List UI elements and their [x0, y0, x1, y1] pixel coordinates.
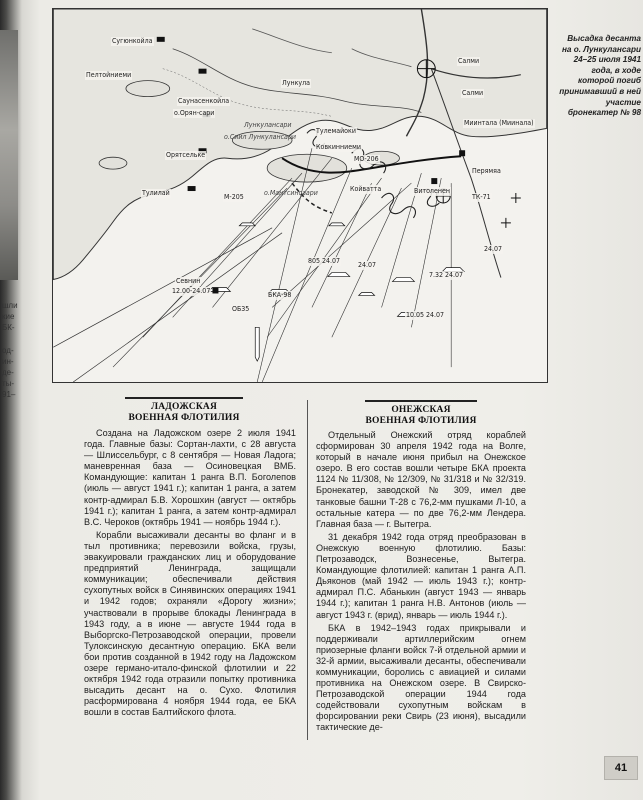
edge-text-fragment: де- — [2, 368, 14, 377]
map-label-time: 24.07 — [484, 245, 503, 253]
page-number: 41 — [604, 756, 638, 780]
previous-page-edge — [0, 0, 22, 800]
map-label-salmi: Салми — [458, 57, 480, 65]
heading-rule — [125, 397, 243, 399]
map-label-ship-number: БКА-98 — [268, 291, 292, 299]
map-label-salmi-2: Салми — [462, 89, 484, 97]
map-label-perjamja: Перямяа — [472, 167, 501, 175]
island — [267, 154, 347, 182]
map-label-lunkula: Лункула — [282, 79, 310, 87]
edge-text-fragment: ин- — [2, 357, 14, 366]
onega-heading-line2: ВОЕННАЯ ФЛОТИЛИЯ — [365, 416, 477, 426]
map-label-koivatta: Койватта — [350, 185, 382, 193]
edge-text-fragment: од- — [2, 346, 14, 355]
battle-map — [52, 8, 548, 383]
onega-text-column — [316, 430, 526, 736]
onega-paragraph-2: 31 декабря 1942 года отряд преобразован в Онежскую военную флотилию. Базы: Петрозаводск, Вознесенье, Вытегра. Командующие флотилией: капитан 1 ранга А.П. Дьяконов (май 1942 — июль 1943 г.); контр-адмирал П.С. Абанькин (август 1943 — январь 1944 г.); капитан 1 ранга Н.В. Антонов (июль — август 1943 г. (врид), январь — июль 1944 г.). — [316, 531, 526, 620]
previous-page-photo — [0, 30, 18, 280]
map-label-time: 10.05 24.07 — [406, 311, 445, 319]
map-label-time: 12.00-24.07 — [172, 287, 211, 295]
map-label-sevnin: Севнин — [176, 277, 201, 285]
onega-paragraph-1: Отдельный Онежский отряд кораблей сформирован 30 апреля 1942 года на Волге, который в начале июня прибыл на Онежское озеро. В его состав вошли четыре БКА проекта 1124 № 11/308, № 12/309, № 31/318 и № 32/319. Бронекатер, заводской № 309, имел две танковые башни Т-28 с 76,2-мм пушками Л-10, а остальные катера — по две 76,2-мм Лендера. Главная база — г. Вытегра. — [316, 430, 526, 529]
onega-heading — [360, 400, 482, 427]
edge-text-fragment: ты- — [2, 379, 15, 388]
map-caption: Высадка десанта на о. Лункулансари 24–25 июля 1941 года, в ходе которой погиб принимавший в ней участие бронекатер № 98 — [559, 34, 641, 118]
map-label-mantsin: о.Мантсинсаари — [264, 189, 318, 197]
onega-heading-line1: ОНЕЖСКАЯ — [391, 405, 451, 415]
map-label-orjan-sari: о.Орян-сари — [174, 109, 215, 117]
map-label-ship-number: М-205 — [224, 193, 244, 201]
map-label-ship-number: МО-206 — [354, 155, 379, 163]
edge-text-fragment: БК- — [2, 323, 15, 332]
map-label-minatala: Миинтала (Миинала) — [464, 119, 534, 127]
ladoga-paragraph-2: Корабли высаживали десанты во фланг и в тыл противника; перевозили войска, грузы, эвакуировали гражданских лиц и оборудование предприятий Ленинграда, защищали коммуникации; обеспечивали действия сухопутных войск в Синявинских операциях 1941 и 1942 годов; охраняли «Дорогу жизни»; участвовали в прорыве блокады Ленинграда в 1943 году, а в июне — августе 1944 года в Выборгско-Петрозаводской операции, провели Тулоксинскую десантную операцию. БКА вели бои против созданной в 1942 году на Ладожском озере германо-итало-финской флотилии и 22 октября 1942 года отразили попытку противника высадить десант на о. Сухо. Флотилия расформирована 4 ноября 1944 года, ее БКА вошли в состав Балтийского флота. — [84, 529, 296, 718]
map-label-tulemajoki: Тулемайоки — [316, 127, 356, 135]
map-label-saunasenkoila: Саунасенкойла — [178, 97, 230, 105]
ladoga-heading-line1: ЛАДОЖСКАЯ — [150, 402, 218, 412]
map-label-time: 805 24.07 — [308, 257, 341, 265]
map-label-tulilai: Тулилай — [142, 189, 170, 197]
island — [99, 157, 127, 169]
map-label-time: 24.07 — [358, 261, 377, 269]
island — [126, 81, 170, 97]
ladoga-heading — [120, 397, 248, 424]
heading-rule — [365, 400, 477, 402]
map-label-orjatselka: Орятсельке — [166, 151, 206, 159]
map-label-kovkinniemi: Ковкинниеми — [316, 143, 361, 151]
onega-paragraph-3: БКА в 1942–1943 годах прикрывали и поддерживали артиллерийским огнем приозерные фланги войск 7-й отдельной армии и 32-й армии, высаживали десанты, обеспечивали коммуникации, боролись с авиацией и силами противника на Онежском озере. В Свирско-Петрозаводской операции 1944 года содействовали сухопутным войскам в форсировании реки Свирь (23 июня), высадили тактические де- — [316, 622, 526, 733]
ladoga-paragraph-1: Создана на Ладожском озере 2 июля 1941 года. Главные базы: Сортан-лахти, с 28 августа — Шлиссельбург, с 8 сентября — Новая Ладога; маневренная база — Осиновецкая ВМБ. Командующие: капитан 1 ранга В.П. Боголепов (июль — август 1941 г.); капитан 1 ранга, а затем контр-адмирал Б.В. Хорошхин (август — октябрь 1941 г.); капитан 1 ранга, а затем контр-адмирал В.С. Чероков (октябрь 1941 — ноябрь 1944 г.). — [84, 428, 296, 527]
column-divider — [307, 400, 308, 740]
ship-marker-vertical — [255, 327, 259, 361]
map-label-vitolenen: Витоленен — [414, 187, 450, 195]
map-label-ship-number: ТК-71 — [472, 193, 491, 201]
edge-text-fragment: 91– — [2, 390, 16, 399]
ladoga-heading-line2: ВОЕННАЯ ФЛОТИЛИЯ — [128, 413, 240, 423]
ladoga-text-column — [84, 428, 296, 720]
map-label-lunkulansari: Лункулансари — [244, 121, 292, 129]
edge-text-fragment: шли — [2, 301, 18, 310]
map-label-time: 7.32 24.07 — [429, 271, 464, 279]
map-label-sugjunkoila: Сугюнкойла — [112, 37, 153, 45]
map-label-island-small: о.Сиил Лункулансари — [224, 133, 296, 141]
edge-text-fragment: кие — [2, 312, 15, 321]
map-label-peltoiniemi: Пелтойниеми — [86, 71, 132, 79]
map-label-ship-number: ОБ35 — [232, 305, 250, 313]
